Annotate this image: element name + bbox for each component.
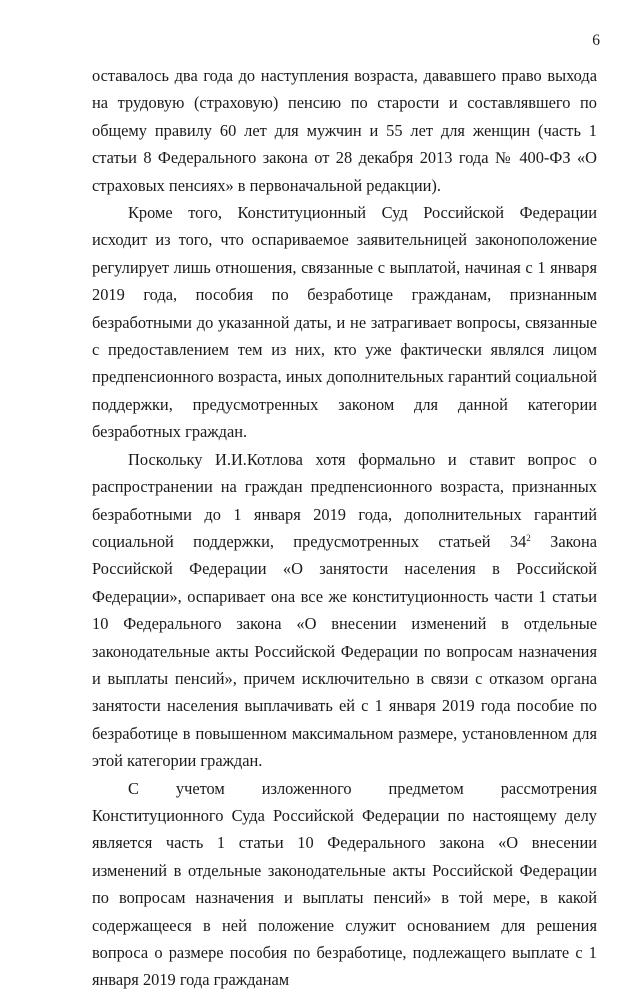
paragraph-1: оставалось два года до наступления возраста, дававшего право выхода на трудовую (страховую) пенсию по старости и составлявшего по общему правилу 60 лет для мужчин и 55 лет для женщин (часть 1 статьи 8 Федерального закона от 28 декабря 2013 года № 400-ФЗ «О страховых пенсиях» в первоначальной редакции). (92, 66, 597, 195)
paragraph-3 (92, 446, 597, 775)
paragraph-3-text-start: Поскольку И.И.Котлова хотя формально и ставит вопрос о распространении на граждан предпенсионного возраста, признанных безработными до 1 января 2019 года, дополнительных гарантий социальной поддержки, предусмотренных статьей 34 (92, 449, 597, 551)
paragraph-4: С учетом изложенного предметом рассмотрения Конституционного Суда Российской Федерации по настоящему делу является часть 1 статьи 10 Федерального закона «О внесении изменений в отдельные законодательные акты Российской Федерации по вопросам назначения и выплаты пенсий» в той мере, в какой содержащееся в ней положение служит основанием для решения вопроса о размере пособия по безработице, подлежащего выплате с 1 января 2019 года гражданам (92, 778, 597, 990)
article-superscript: 2 (526, 532, 531, 543)
paragraph-3-text-end: Закона Российской Федерации «О занятости населения в Российской Федерации», оспаривает она все же конституционность части 1 статьи 10 Федерального закона «О внесении изменений в отдельные законодательные акты Российской Федерации по вопросам назначения и выплаты пенсий», причем исключительно в связи с отказом органа занятости населения выплачивать ей с 1 января 2019 года пособие по безработице в повышенном максимальном размере, установленном для этой категории граждан. (92, 531, 597, 771)
body-text (92, 62, 597, 994)
paragraph-2: Кроме того, Конституционный Суд Российской Федерации исходит из того, что оспариваемое заявительницей законоположение регулирует лишь отношения, связанные с выплатой, начиная с 1 января 2019 года, пособия по безработице гражданам, признанным безработными до указанной даты, и не затрагивает вопросы, связанные с предоставлением тем из них, кто уже фактически являлся лицом предпенсионного возраста, иных дополнительных гарантий социальной поддержки, предусмотренных законом для данной категории безработных граждан. (92, 203, 597, 442)
page-number: 6 (592, 32, 600, 49)
